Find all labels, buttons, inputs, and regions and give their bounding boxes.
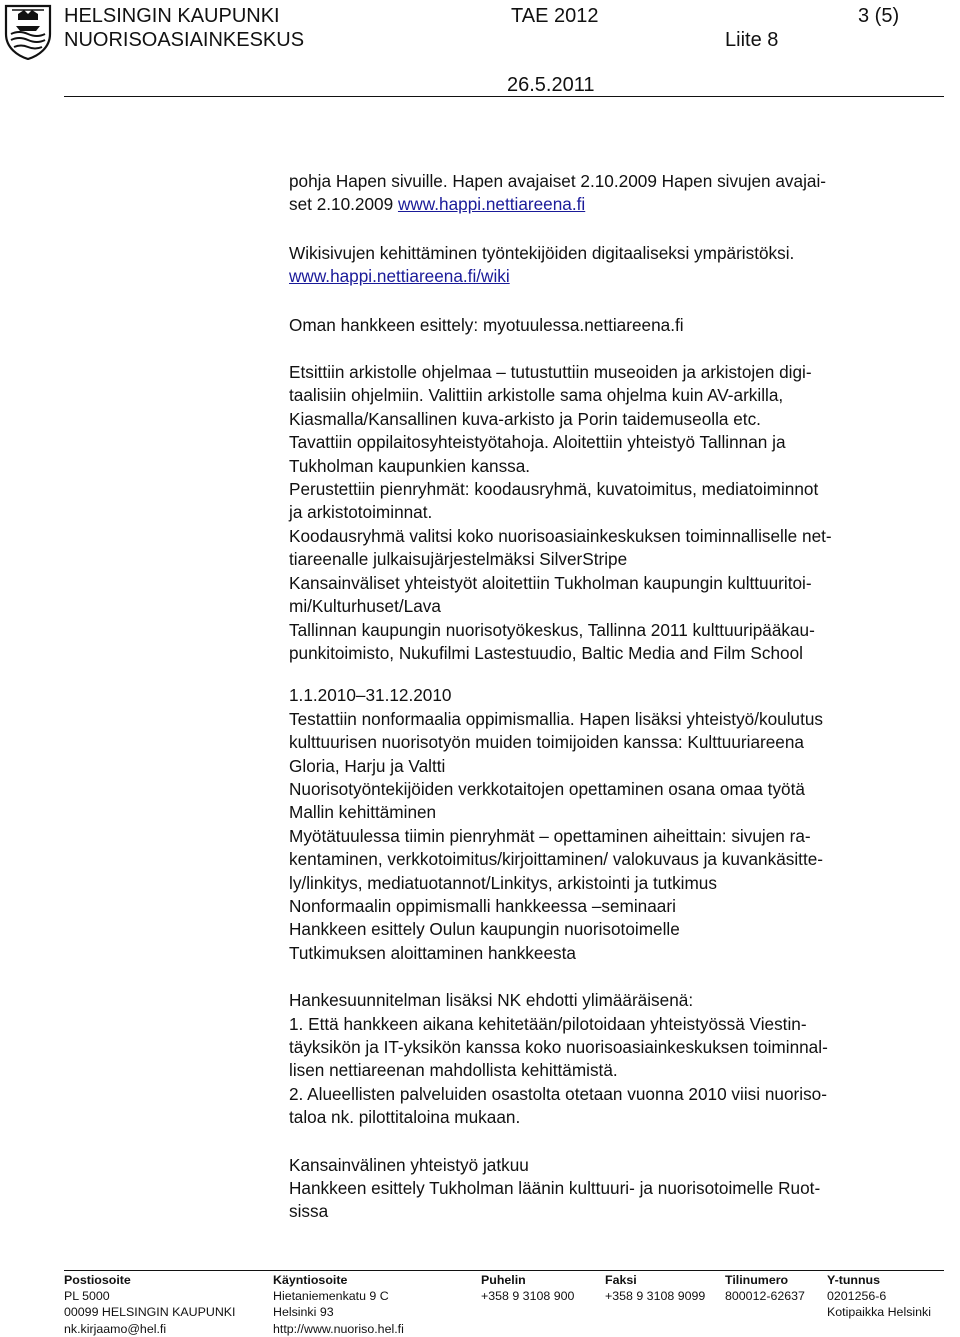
footer-text: Kotipaikka Helsinki	[827, 1305, 931, 1320]
paragraph-line	[289, 193, 944, 216]
footer-text: 00099 HELSINGIN KAUPUNKI	[64, 1305, 236, 1320]
attachment-label: Liite 8	[725, 29, 779, 51]
footer-email: nk.kirjaamo@hel.fi	[64, 1321, 167, 1336]
paragraph-line: Perustettiin pienryhmät: koodausryhmä, kuvatoimitus, mediatoiminnot	[289, 479, 819, 500]
footer-postal-address	[64, 1272, 235, 1337]
paragraph-line: Myötätuulessa tiimin pienryhmät – opettaminen aiheittain: sivujen ra-	[289, 825, 811, 846]
paragraph-line: kentaminen, verkkotoimitus/kirjoittaminen/ valokuvaus ja kuvankäsitte-	[289, 849, 824, 870]
paragraph-line: Nonformaalin oppimismalli hankkeessa –seminaari	[289, 895, 676, 916]
paragraph-line: Hankkeen esittely Tukholman läänin kulttuuri- ja nuorisotoimelle Ruot-	[289, 1178, 821, 1199]
paragraph-line: Hankkeen esittely Oulun kaupungin nuorisotoimelle	[289, 919, 680, 940]
footer-divider	[64, 1270, 944, 1271]
paragraph-line: Tallinnan kaupungin nuorisotyökeskus, Tallinna 2011 kulttuuripääkau-	[289, 619, 815, 640]
paragraph-line: Oman hankkeen esittely: myotuulessa.nettiareena.fi	[289, 314, 684, 335]
paragraph-line: sissa	[289, 1201, 329, 1222]
footer-heading: Käyntiosoite	[273, 1273, 348, 1287]
footer-text: +358 9 3108 900	[481, 1289, 575, 1304]
paragraph-line: Nuorisotyöntekijöiden verkkotaitojen opettaminen osana omaa työtä	[289, 778, 805, 799]
paragraph-line: Hankesuunnitelman lisäksi NK ehdotti ylimääräisenä:	[289, 990, 694, 1011]
paragraph-line: Tutkimuksen aloittaminen hankkeesta	[289, 942, 576, 963]
header-divider	[64, 96, 944, 97]
footer-heading: Faksi	[605, 1273, 637, 1287]
paragraph-line: taalisiin ohjelmiin. Valittiin arkistolle sama ohjelma kuin AV-arkilla,	[289, 385, 784, 406]
footer-heading: Postiosoite	[64, 1273, 131, 1287]
paragraph-line: mi/Kulturhuset/Lava	[289, 596, 441, 617]
document-code: TAE 2012	[511, 5, 599, 27]
document-date: 26.5.2011	[507, 74, 595, 96]
footer-heading: Puhelin	[481, 1273, 526, 1287]
paragraph-proposal	[289, 989, 944, 1129]
paragraph-line: punkitoimisto, Nukufilmi Lastestuudio, Baltic Media and Film School	[289, 642, 803, 663]
organization-name: HELSINGIN KAUPUNKI	[64, 5, 280, 27]
footer-business-id	[827, 1272, 931, 1321]
footer-text: 0201256-6	[827, 1289, 887, 1304]
paragraph-line: tiareenalle julkaisujärjestelmäksi SilverStripe	[289, 549, 628, 570]
footer-account	[725, 1272, 805, 1304]
text-fragment: set 2.10.2009	[289, 194, 398, 215]
paragraph-line: 1. Että hankkeen aikana kehitetään/pilotoidaan yhteistyössä Viestin-	[289, 1013, 807, 1034]
paragraph-2010	[289, 684, 944, 965]
paragraph-line	[289, 265, 944, 288]
footer-heading: Tilinumero	[725, 1273, 789, 1287]
paragraph-line: taloa nk. pilottitaloina mukaan.	[289, 1107, 521, 1128]
document-body	[289, 170, 944, 1224]
paragraph-line: Gloria, Harju ja Valtti	[289, 755, 446, 776]
helsinki-crest-icon	[2, 4, 54, 60]
paragraph-line: Kansainvälinen yhteistyö jatkuu	[289, 1154, 529, 1175]
paragraph-line: Wikisivujen kehittäminen työntekijöiden digitaaliseksi ympäristöksi.	[289, 242, 795, 263]
paragraph-line: ja arkistotoiminnat.	[289, 502, 433, 523]
footer-visiting-address	[273, 1272, 404, 1337]
paragraph-line: Mallin kehittäminen	[289, 802, 437, 823]
footer-text: 800012-62637	[725, 1289, 805, 1304]
footer-text: PL 5000	[64, 1289, 110, 1304]
footer-text: Helsinki 93	[273, 1305, 334, 1320]
paragraph-line: kulttuurisen nuorisotyön muiden toimijoiden kanssa: Kulttuuriareena	[289, 732, 804, 753]
paragraph-line: ly/linkitys, mediatuotannot/Linkitys, arkistointi ja tutkimus	[289, 872, 717, 893]
paragraph-line: Testattiin nonformaalia oppimismallia. Hapen lisäksi yhteistyö/koulutus	[289, 708, 824, 729]
page-number: 3 (5)	[858, 5, 900, 27]
paragraph-line: Kiasmalla/Kansallinen kuva-arkisto ja Porin taidemuseolla etc.	[289, 408, 761, 429]
paragraph-line: 1.1.2010–31.12.2010	[289, 685, 452, 706]
paragraph-line: lisen nettiareenan mahdollista kehittämistä.	[289, 1060, 618, 1081]
paragraph-line: täyksikön ja IT-yksikön kanssa koko nuorisoasiainkeskuksen toiminnal-	[289, 1037, 828, 1057]
paragraph-line: Etsittiin arkistolle ohjelmaa – tutustuttiin museoiden ja arkistojen digi-	[289, 362, 812, 383]
paragraph-line: pohja Hapen sivuille. Hapen avajaiset 2.10.2009 Hapen sivujen avajai-	[289, 171, 826, 191]
footer-heading: Y-tunnus	[827, 1273, 880, 1287]
paragraph-line: Kansainväliset yhteistyöt aloitettiin Tukholman kaupungin kulttuuritoi-	[289, 572, 812, 593]
footer-fax	[605, 1272, 705, 1304]
paragraph-line: Tukholman kaupunkien kanssa.	[289, 455, 531, 476]
paragraph-international	[289, 1154, 944, 1224]
paragraph-line: 2. Alueellisten palveluiden osastolta otetaan vuonna 2010 viisi nuoriso-	[289, 1083, 827, 1104]
paragraph-line: Koodausryhmä valitsi koko nuorisoasiainkeskuksen toiminnalliselle net-	[289, 525, 832, 546]
paragraph-line: Tavattiin oppilaitosyhteistyötahoja. Aloitettiin yhteistyö Tallinnan ja	[289, 432, 786, 453]
paragraph-archive	[289, 361, 944, 665]
footer-text: Hietaniemenkatu 9 C	[273, 1289, 389, 1304]
happi-wiki-link[interactable]: www.happi.nettiareena.fi/wiki	[289, 266, 510, 287]
footer-website: http://www.nuoriso.hel.fi	[273, 1321, 404, 1336]
department-name: NUORISOASIAINKESKUS	[64, 29, 305, 51]
footer-text: +358 9 3108 9099	[605, 1289, 706, 1304]
happi-link[interactable]: www.happi.nettiareena.fi	[397, 194, 586, 215]
footer-phone	[481, 1272, 574, 1304]
